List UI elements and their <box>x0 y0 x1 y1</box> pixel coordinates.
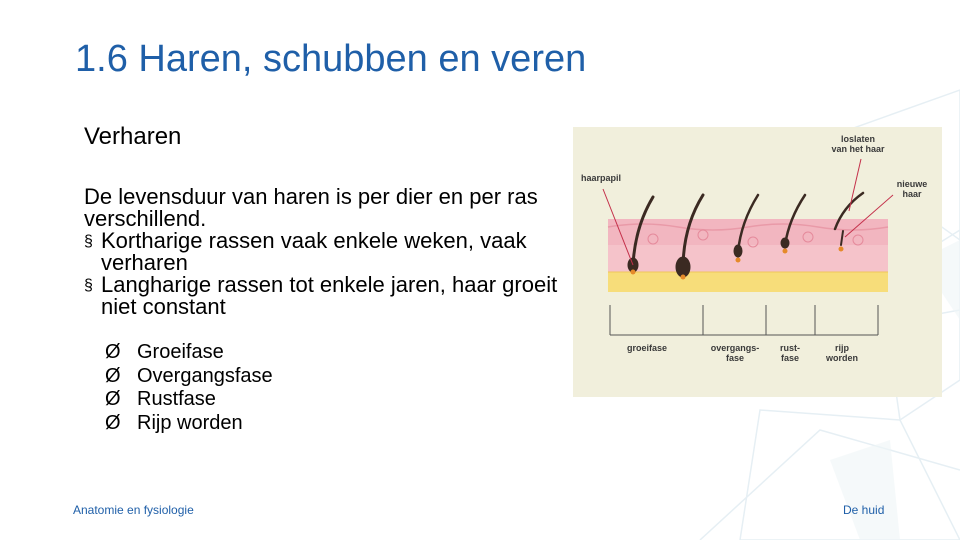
figure-label-nieuwe-haar <box>888 179 936 199</box>
figure-label-groeifase: groeifase <box>627 343 668 353</box>
figure-label-rustfase <box>771 343 809 363</box>
label-text: rust- fase <box>780 343 800 363</box>
intro-paragraph: De levensduur van haren is per dier en per ras verschillend. <box>84 184 538 231</box>
list-item <box>105 341 273 365</box>
footer-left: Anatomie en fysiologie <box>73 503 194 517</box>
figure-label-rijp-worden <box>818 343 866 363</box>
label-text: overgangs- fase <box>710 343 760 363</box>
bullet-text: Kortharige rassen vaak enkele weken, vaak verharen <box>101 228 527 275</box>
body-text <box>84 186 579 318</box>
list-item <box>105 365 273 389</box>
bullet-item <box>84 274 579 318</box>
arrow-bullet-icon: Ø <box>105 388 121 410</box>
phase-label: Rijp worden <box>137 411 243 434</box>
page-title: 1.6 Haren, schubben en veren <box>75 38 587 80</box>
label-text: nieuwe haar <box>896 179 928 199</box>
arrow-bullet-icon: Ø <box>105 364 121 387</box>
phase-label: Overgangsfase <box>137 364 273 387</box>
phase-label: Rustfase <box>137 388 216 410</box>
list-item <box>105 412 273 436</box>
label-text: loslaten van het haar <box>831 134 885 154</box>
figure-label-loslaten <box>823 134 893 154</box>
bullet-item <box>84 230 579 274</box>
bullet-text: Langharige rassen tot enkele jaren, haar groeit niet constant <box>101 272 558 319</box>
figure-label-overgangsfase <box>701 343 769 363</box>
label-text: rijp worden <box>825 343 858 363</box>
arrow-bullet-icon: Ø <box>105 411 121 434</box>
footer-right: De huid <box>843 503 885 517</box>
phase-list <box>105 341 273 435</box>
hair-cycle-figure <box>573 127 942 397</box>
arrow-bullet-icon: Ø <box>105 341 121 363</box>
phase-label: Groeifase <box>137 341 224 363</box>
section-subtitle: Verharen <box>84 123 182 150</box>
bullet-mark: § <box>84 277 93 294</box>
bullet-mark: § <box>84 233 93 250</box>
figure-label-haarpapil: haarpapil <box>581 173 622 183</box>
list-item <box>105 388 273 412</box>
